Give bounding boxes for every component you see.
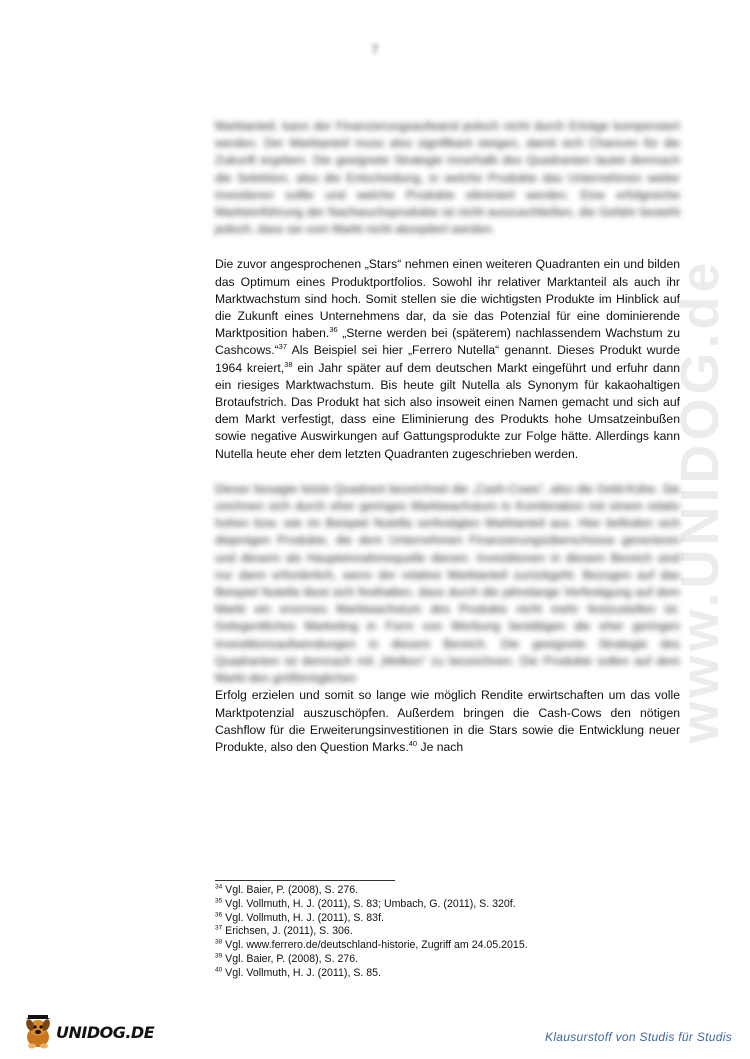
dog-icon [22,1015,54,1049]
footnote-item: $^{34}$ Vgl. Baier, P. (2008), S. 276. [215,883,359,896]
footnote-item: $^{40}$ Vgl. Vollmuth, H. J. (2011), S. 85. [215,966,382,979]
document-body [215,118,680,756]
blurred-paragraph-top: Marktanteil, kann der Finanzierungsaufwand jedoch nicht durch Erträge kompensiert werden. Der Marktanteil muss also signifikant steigen, damit sich Chancen für die Zukunft ergeben. Die geeignete Strategie innerhalb des Quadranten lautet demnach die Selektion, also die Entscheidung, in welche Produkte das Unternehmen weiter investieren sollte und welche Produkte eliminiert werden. Eine erfolgreiche Markteinführung der Nachwuchsprodukte ist nicht auszuschließen, die Gefahr besteht jedoch, dass sie vom Markt nicht akzeptiert werden. [215,119,680,237]
footnotes [215,884,680,981]
page-number: 7 [371,42,379,57]
footnote-item: $^{38}$ Vgl. www.ferrero.de/deutschland-historie, Zugriff am 24.05.2015. [215,938,528,952]
footnote-ref: 37 [278,342,288,352]
footnote-item: $^{35}$ Vgl. Vollmuth, H. J. (2011), S. 83; Umbach, G. (2011), S. 320f. [215,897,516,910]
footnote-separator [215,880,395,881]
unidog-logo[interactable] [22,1013,162,1051]
logo-text: UNIDOG.DE [56,1022,155,1042]
footnote-ref: 38 [284,359,293,369]
footnote-item: $^{39}$ Vgl. Baier, P. (2008), S. 276. [215,952,359,965]
footnote-item: $^{37}$ Erichsen, J. (2011), S. 306. [215,924,353,938]
watermark-text: www.UNIDOG.de [670,258,730,744]
footnote-item: $^{36}$ Vgl. Vollmuth, H. J. (2011), S. 83f. [215,911,384,924]
footnote-ref: 36 [329,325,338,335]
footer-tagline: Klausurstoff von Studis für Studis [545,1030,732,1044]
blurred-paragraph-cash-cows: Dieser besagte letzte Quadrant bezeichnet die „Cash-Cows“, also die Geld-Kühe. Sie zeichnen sich durch eher geringes Marktwachstum in Kombination mit einem relativ hohen bzw. wie im Beispiel Nutella verfestigten Marktanteil aus. Hier befinden sich diejenigen Produkte, die dem Unternehmen Finanzierungsüberschüsse generieren und diesem als Haupteinnahmequelle dienen. Investitionen in diesem Bereich sind nur dann erforderlich, wenn der relative Marktanteil zurückgeht. Bezogen auf das Beispiel Nutella lässt sich festhalten, dass durch die jahrelange Verfestigung auf dem Markt ein enormes Marktwachstum des Produkts nicht mehr festzustellen ist. Gelegentliches Marketing in Form von Werbung bestätigen die eher geringen Investitionsaufwendungen in diesem Bereich. Die geeignete Strategie des Quadranten ist demnach mit „Melken“ zu bezeichnen. Die Produkte sollen auf dem Markt den größtmöglichen [215,481,680,686]
paragraph-continuation: Erfolg erzielen und somit so lange wie möglich Rendite erwirtschaften um das volle Marktpotenzial auszuschöpfen. Außerdem bringen die Cash-Cows den nötigen Cashflow für die Erweiterungsinvestitionen in die Stars sowie die Entwicklung neuer Produkte, also den Question Marks.$^{40}$ Je nach [215,688,680,754]
footnote-ref: 40 [408,738,418,748]
paragraph-stars: Die zuvor angesprochenen „Stars“ nehmen einen weiteren Quadranten ein und bilden das Optimum eines Produktportfolios. Sowohl ihr relativer Marktanteil als auch ihr Marktwachstum sind hoch. Somit stellen sie die wichtigsten Produkte im Hinblick auf die Zukunft eines Unternehmens dar, da sie das Potenzial für eine dominierende Marktposition haben.$^{36}$ „Sterne werden bei (späterem) nachlassendem Wachstum zu Cashcows.“$^{37}$ Als Beispiel sei hier „Ferrero Nutella“ genannt. Dieses Produkt wurde 1964 kreiert,$^{38}$ ein Jahr später auf dem deutschen Markt eingeführt und erfuhr dann ein riesiges Marktwachstum. Bis heute gilt Nutella als Synonym für kakaohaltigen Brotaufstrich. Das Produkt hat sich also insoweit einen Namen gemacht und sich auf dem Markt verfestigt, dass eine Eliminierung des Produkts hohe Umsatzeinbußen sowie negative Auswirkungen auf Gattungsprodukte zur Folge hätte. Allerdings kann Nutella heute eher dem letzten Quadranten zugeschrieben werden. [215,257,681,461]
